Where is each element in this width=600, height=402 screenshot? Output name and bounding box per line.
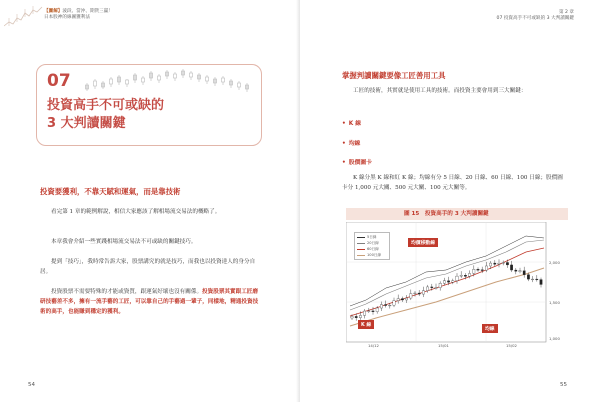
chapter-title	[47, 97, 164, 133]
candle-body	[431, 287, 433, 288]
x-tick-1501: 15/01	[438, 343, 449, 348]
candle-body	[498, 263, 500, 264]
legend-label-5: 5日線	[367, 235, 377, 239]
candle-body	[460, 275, 462, 276]
candle-body	[515, 270, 517, 271]
candle-body	[363, 311, 365, 315]
candle-body	[489, 263, 491, 266]
book-title-line1: 波段、當沖、期貨三贏！	[62, 9, 113, 14]
y-tick-2000: 2,000	[549, 260, 560, 265]
figure-caption: 圖 15 投資高手的 3 大判讀關鍵	[346, 208, 568, 220]
candle-body	[439, 283, 441, 287]
candle-body	[376, 308, 378, 312]
candle-body	[397, 299, 399, 301]
candle-body	[359, 315, 361, 317]
paragraph-4-lead: 投資股票不需要特殊的才能或資質，跟運氣好壞也沒有關係。	[51, 289, 203, 295]
right-subhead: 掌握判讀關鍵要像工匠善用工具	[342, 71, 446, 80]
candle-body	[384, 305, 386, 306]
legend-item-100	[357, 252, 387, 258]
candle-body	[393, 301, 395, 305]
candle-body	[485, 266, 487, 270]
left-subhead: 投資要獲利，不靠天賦和運氣，而是靠技術	[40, 187, 181, 196]
candle-body	[380, 305, 382, 308]
figure-chart	[346, 222, 568, 350]
legend-label-20: 20日線	[367, 241, 379, 245]
candle-body	[435, 288, 437, 289]
intro-paragraph: 工匠的技術，其實就是使用工具的技術。而投資主要會用到三大關鍵：	[353, 88, 527, 94]
candle-body	[452, 281, 454, 282]
candle-body	[510, 265, 512, 270]
running-head-right	[497, 10, 574, 22]
candle-body	[468, 273, 470, 276]
page-number-left: 54	[28, 382, 35, 388]
candle-body	[502, 263, 504, 264]
candle-body	[401, 299, 403, 300]
page-number-right: 55	[560, 382, 567, 388]
candle-body	[523, 271, 525, 275]
section-label: 07 投資高手不可或缺的 3 大判讀關鍵	[496, 16, 574, 21]
candle-body	[426, 287, 428, 291]
candle-body	[422, 291, 424, 294]
candle-body	[418, 293, 420, 294]
candle-body	[464, 275, 466, 276]
candle-body	[410, 294, 412, 299]
y-tick-1500: 1,500	[549, 300, 560, 305]
candle-body	[506, 263, 508, 265]
chapter-number: 07	[47, 71, 71, 91]
candle-body	[443, 281, 445, 283]
paragraph-2: 本章我會介紹一些實踐相場流交易法不可或缺的關鍵技巧。	[51, 239, 197, 245]
candle-body	[481, 270, 483, 271]
bullet-moving-average: • 均線	[342, 138, 360, 147]
chapter-title-box	[36, 64, 262, 146]
legend-label-100: 100日線	[367, 253, 382, 257]
candle-body	[519, 271, 521, 272]
y-tick-1000: 1,000	[549, 336, 560, 341]
bullet-chart-card: • 股價圖卡	[342, 157, 372, 166]
book-title-line2: 日本股神的線圖獲利法	[44, 15, 90, 20]
candle-body	[355, 316, 357, 317]
book-brand: 【圖解】	[44, 9, 63, 14]
candle-body	[540, 280, 542, 285]
candle-body	[405, 298, 407, 300]
candle-body	[531, 279, 533, 280]
paragraph-4	[40, 287, 262, 317]
x-tick-1412: 14/12	[368, 343, 379, 348]
bullet-k-line: • K 線	[342, 118, 361, 127]
running-head-left	[44, 9, 113, 21]
candle-body	[477, 269, 479, 270]
x-tick-1502: 15/02	[506, 343, 517, 348]
chapter-title-line1: 投資高手不可或缺的	[47, 98, 165, 113]
candle-body	[456, 276, 458, 281]
candle-body	[414, 293, 416, 294]
candle-body	[473, 269, 475, 273]
paragraph-3: 提到「技巧」，我時常告訴大家，股票講究的就是技巧，而我也以投資達人的身分自居。	[40, 259, 256, 275]
chart-legend	[354, 232, 390, 260]
chapter-label: 第 2 章	[558, 10, 574, 15]
candle-body	[447, 281, 449, 282]
decorative-candlestick-chart	[4, 4, 44, 30]
candle-body	[536, 279, 538, 280]
candle-body	[351, 316, 353, 318]
callout-chart: 均線	[482, 324, 498, 333]
candle-body	[368, 311, 370, 312]
paragraph-1: 看完第 1 章的範例解說，相信大家應該了解相場流交易法的概略了。	[51, 209, 221, 215]
candle-body	[372, 311, 374, 312]
candle-body	[389, 305, 391, 306]
chapter-title-line2: 3 大判讀關鍵	[47, 116, 126, 131]
body-paragraph: K 線分黑 K 線和紅 K 線；均線有分 5 日線、20 日線、60 日線、100 日線；股價圖卡分 1,000 元大關、500 元大關、100 元大關等。	[342, 175, 563, 191]
candle-body	[494, 263, 496, 264]
legend-label-60: 60日線	[367, 247, 379, 251]
chapter-box-candles	[83, 67, 253, 93]
callout-moving-average: 均價移動線	[408, 238, 438, 247]
callout-k-line: K 線	[358, 320, 374, 329]
candle-body	[527, 275, 529, 279]
paragraph-4-highlight: 投資股票其實跟工匠磨研技藝差不多，擁有一流手藝的工匠，可以靠自己的手藝過一輩子，同樣地，精通投資技術的高手，也能賺到穩定的獲利。	[40, 289, 259, 315]
